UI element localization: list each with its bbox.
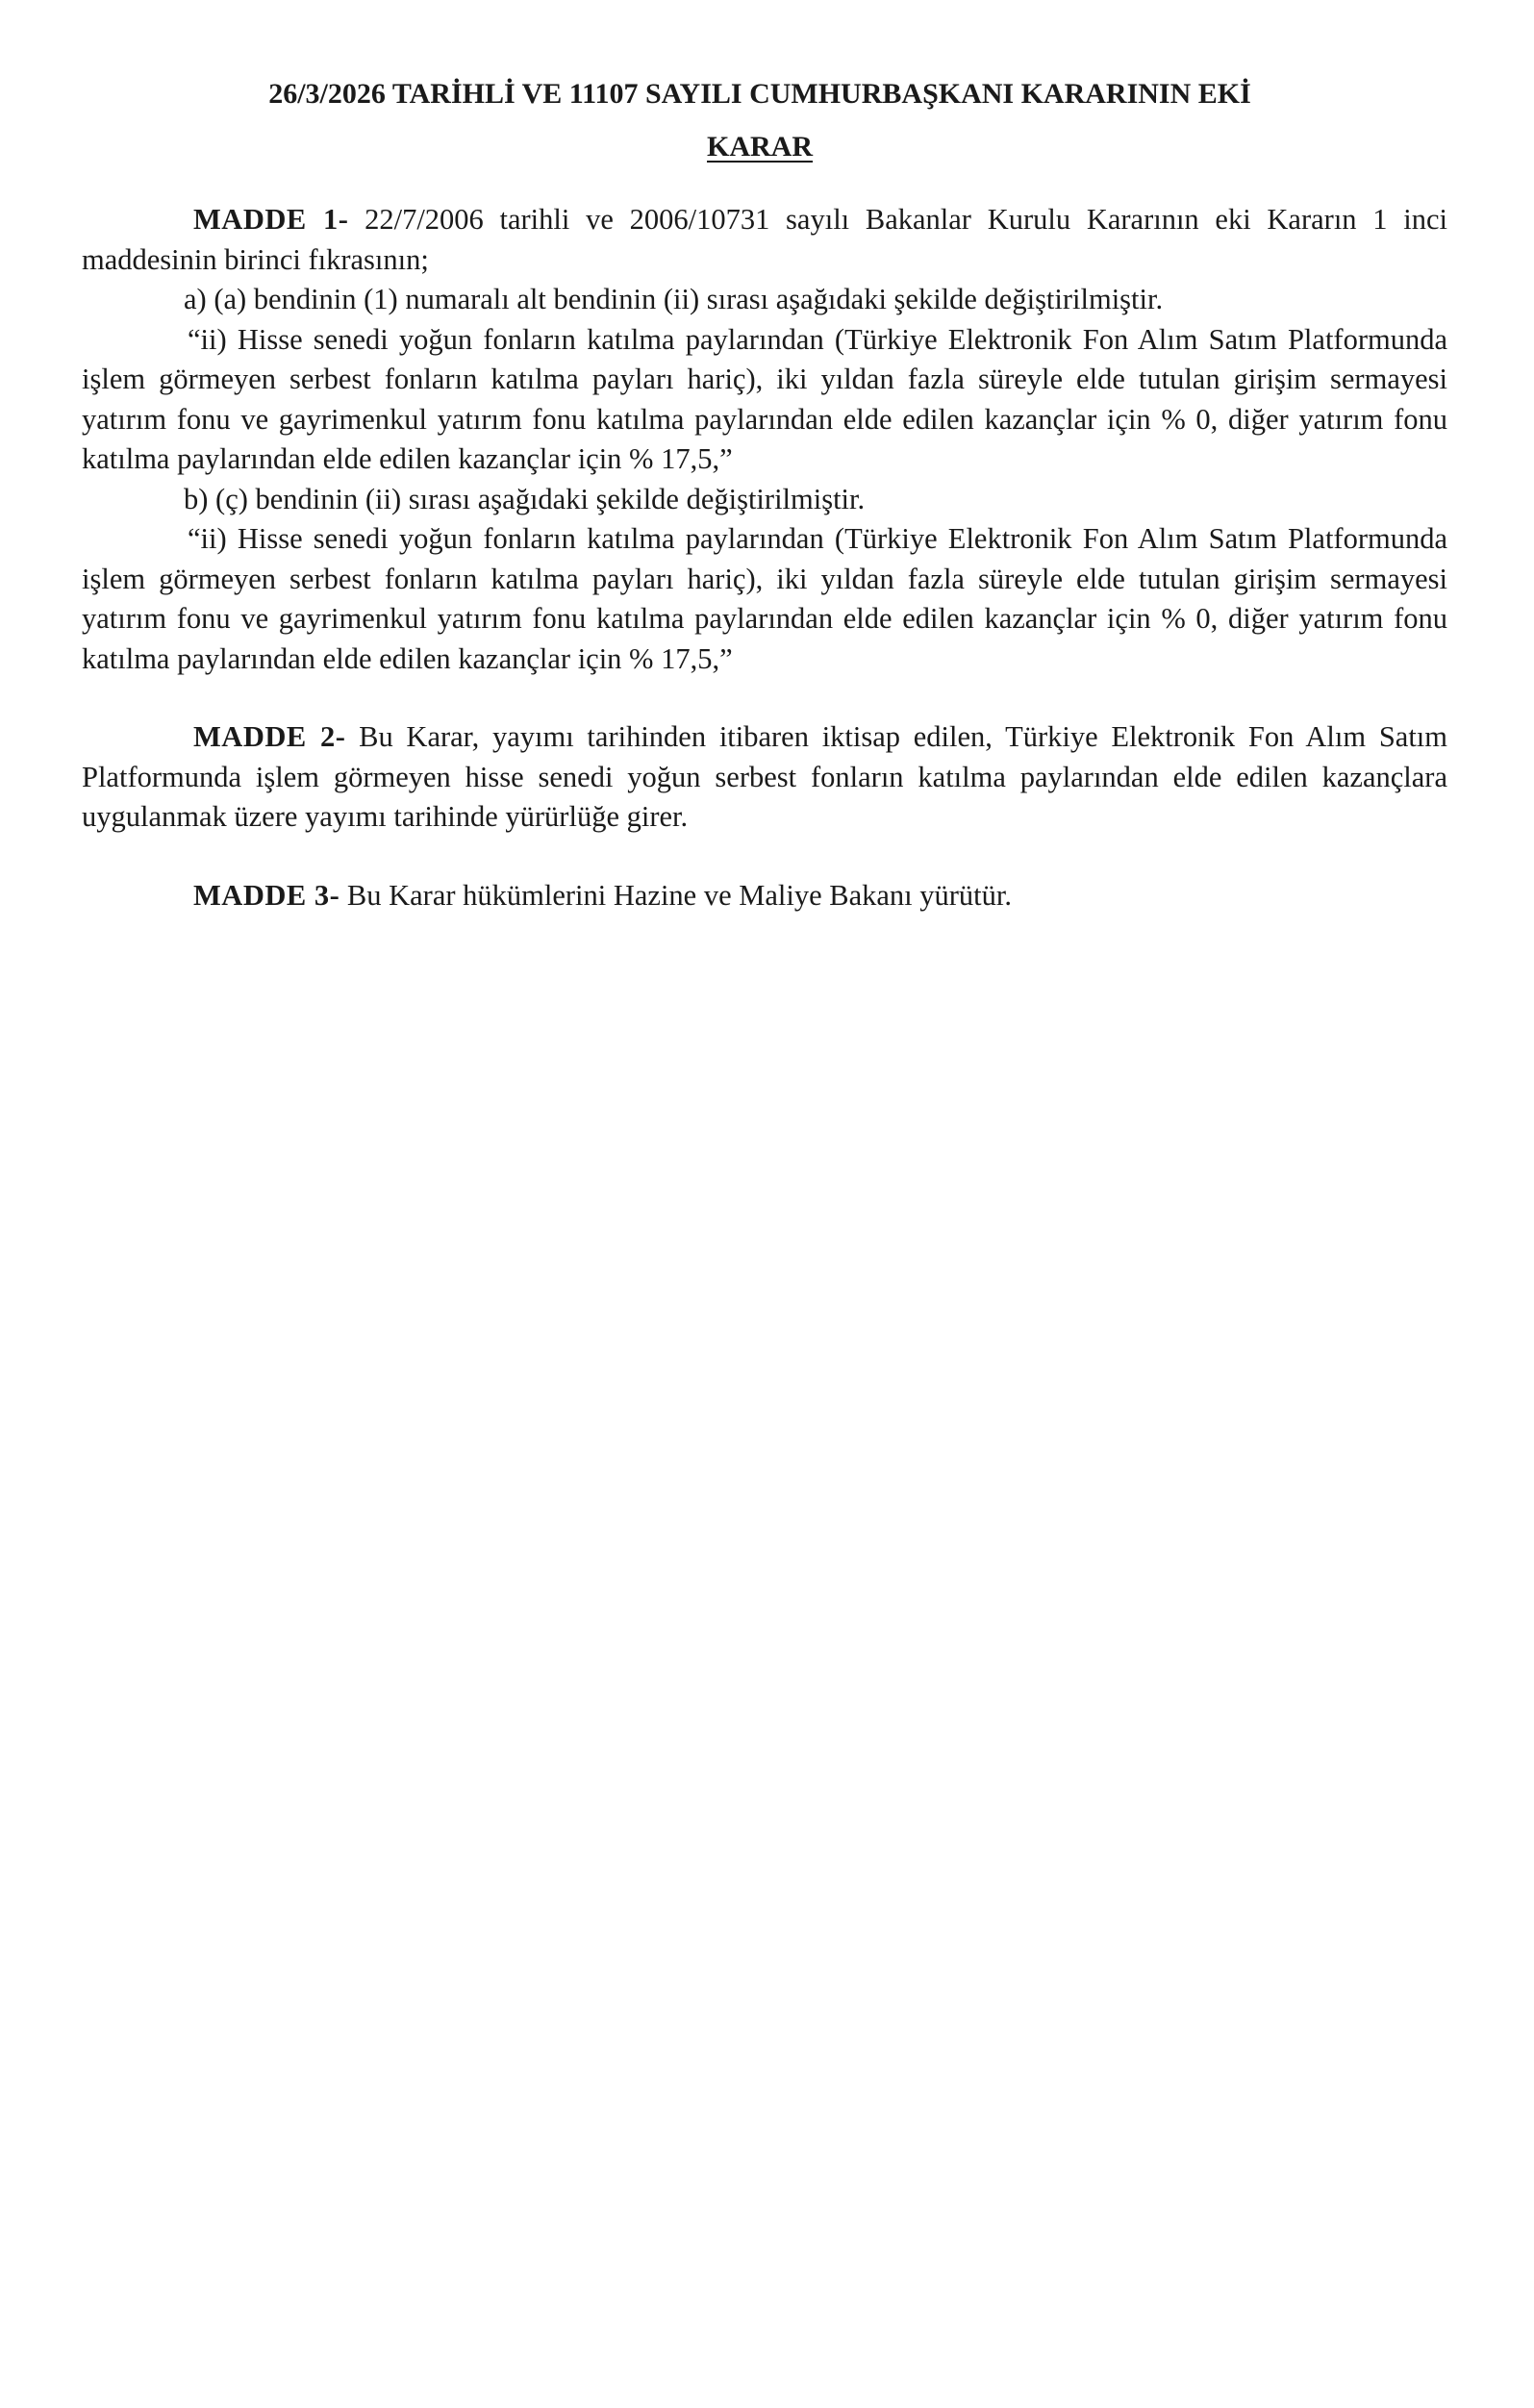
- madde-2-label: MADDE 2-: [193, 720, 346, 753]
- madde-1-label: MADDE 1-: [193, 203, 349, 236]
- madde-2-text: Bu Karar, yayımı tarihinden itibaren iktisap edilen, Türkiye Elektronik Fon Alım Satım Platformunda işlem görmeyen hisse senedi yoğun serbest fonların katılma paylarından elde edilen kazançlara uygulanmak üzere yayımı tarihinde yürürlüğe girer.: [82, 720, 1447, 833]
- madde-1-item-b: b) (ç) bendinin (ii) sırası aşağıdaki şekilde değiştirilmiştir.: [184, 482, 866, 515]
- madde-3: [82, 876, 1447, 916]
- document-body: [82, 200, 1447, 916]
- madde-1-quote-a: “ii) Hisse senedi yoğun fonların katılma paylarından (Türkiye Elektronik Fon Alım Satım Platformunda işlem görmeyen serbest fonların katılma payları hariç), iki yıldan fazla süreyle elde tutulan girişim sermayesi yatırım fonu ve gayrimenkul yatırım fonu katılma paylarından elde edilen kazançlar için % 0, diğer yatırım fonu katılma paylarından elde edilen kazançlar için % 17,5,”: [82, 322, 1447, 475]
- madde-1-item-a: a) (a) bendinin (1) numaralı alt bendinin (ii) sırası aşağıdaki şekilde değiştirilmiştir.: [184, 283, 1164, 315]
- madde-3-text: Bu Karar hükümlerini Hazine ve Maliye Bakanı yürütür.: [339, 878, 1013, 912]
- document-title: 26/3/2026 TARİHLİ VE 11107 SAYILI CUMHURBAŞKANI KARARININ EKİ: [268, 78, 1251, 110]
- madde-1-intro-text: 22/7/2006 tarihli ve 2006/10731 sayılı Bakanlar Kurulu Kararının eki Kararın 1 inci maddesinin birinci fıkrasının;: [82, 203, 1447, 276]
- madde-2: [82, 717, 1447, 838]
- madde-1-intro: [82, 200, 1447, 280]
- madde-3-label: MADDE 3-: [193, 878, 340, 912]
- madde-1-quote-b: “ii) Hisse senedi yoğun fonların katılma paylarından (Türkiye Elektronik Fon Alım Satım Platformunda işlem görmeyen serbest fonların katılma payları hariç), iki yıldan fazla süreyle elde tutulan girişim sermayesi yatırım fonu ve gayrimenkul yatırım fonu katılma paylarından elde edilen kazançlar için % 0, diğer yatırım fonu katılma paylarından elde edilen kazançlar için % 17,5,”: [82, 522, 1447, 675]
- document-subtitle: KARAR: [707, 131, 813, 163]
